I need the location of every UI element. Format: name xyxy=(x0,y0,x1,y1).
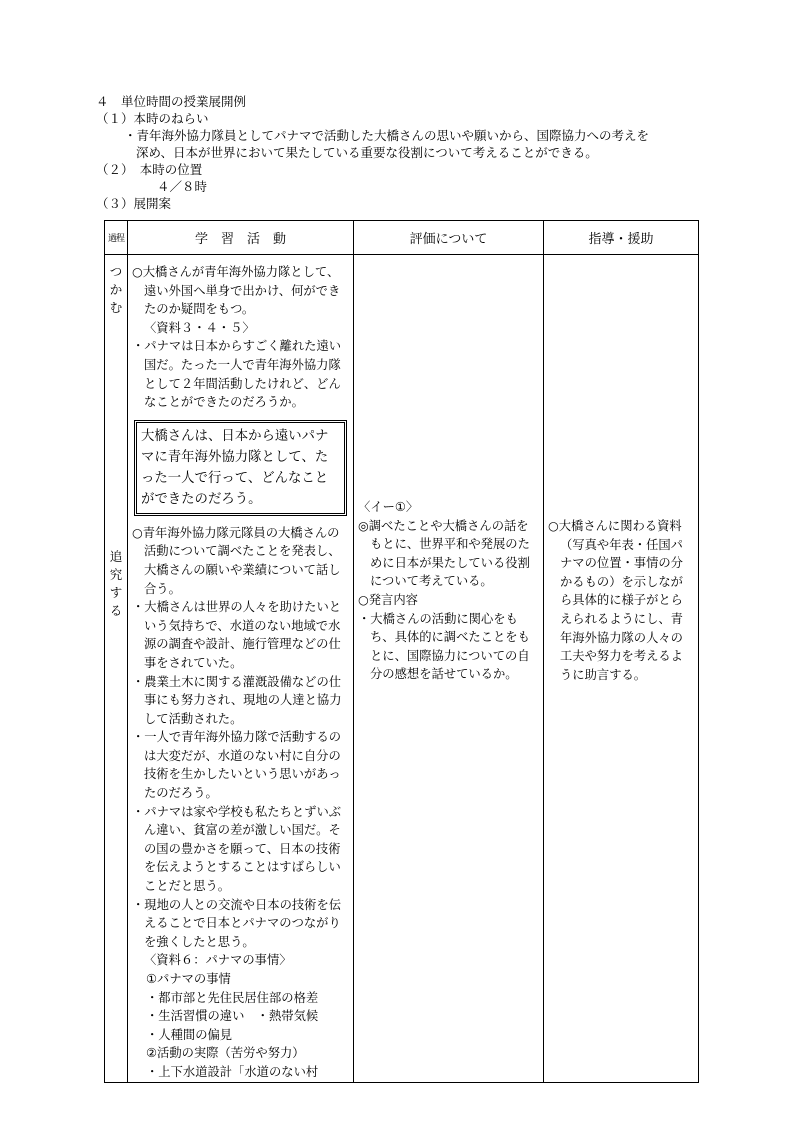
grasp-main-activity: ○大橋さんが青年海外協力隊として、遠い外国へ単身で出かけ、何ができたのか疑問をもつ。 xyxy=(132,265,341,317)
pursue-main-activity: ○青年海外協力隊元隊員の大橋さんの活動について調べたことを発表し、大橋さんの願いや業績について話し合う。 xyxy=(132,525,341,596)
material-6: 〈資料６：パナマの事情〉 xyxy=(144,953,292,968)
aim-text-line-1: ・青年海外協力隊員としてパナマで活動した大橋さんの思いや願いから、国際協力への考えを xyxy=(124,128,650,143)
evaluation-method: ○発言内容 xyxy=(358,592,418,607)
thought-item: ・一人で青年海外協力隊で活動するのは大変だが、水道のない村に自分の技術を生かしたいという思いがあったのだろう。 xyxy=(132,730,342,801)
aim-heading: （１）本時のねらい xyxy=(96,111,209,126)
activity-item: ・上下水道設計「水道のない村 xyxy=(146,1064,319,1079)
thought-item: ・パナマは家や学校も私たちとずいぶん違い、貧富の差が激しい国だ。その国の豊かさを願って、日本の技術を伝えようとすることはすばらしいことだと思う。 xyxy=(132,804,342,894)
stage-pursue: 追 究 す る xyxy=(109,549,123,618)
header-guidance: 指導・援助 xyxy=(544,221,699,255)
grasp-material: 〈資料３・４・５〉 xyxy=(144,320,255,335)
lesson-plan-table xyxy=(104,220,699,1083)
header-stage: 過程 xyxy=(105,221,128,255)
stage-cell xyxy=(105,255,128,1083)
evaluation-cell xyxy=(354,255,544,1083)
question-box: 大橋さんは、日本から遠いパナマに青年海外協力隊として、たった一人で行って、どんなことができたのだろう。 xyxy=(134,420,347,516)
grasp-thought: ・パナマは日本からすごく離れた遠い国だ。たった一人で青年海外協力隊として２年間活動したけれど、どんなことができたのだろうか。 xyxy=(132,339,342,410)
header-evaluation: 評価について xyxy=(354,221,544,255)
panama-item: ・生活習慣の違い ・熱帯気候 xyxy=(146,1009,319,1024)
evaluation-label: 〈イー①〉 xyxy=(358,500,419,514)
table-body-row xyxy=(105,255,699,1083)
activity-heading: ②活動の実際（苦労や努力） xyxy=(146,1046,305,1061)
thought-item: ・農業土木に関する灌漑設備などの仕事にも努力され、現地の人達と協力して活動された。 xyxy=(132,674,342,726)
thought-item: ・大橋さんは世界の人々を助けたいという気持ちで、水道のない地域で水源の調査や設計、施行管理などの仕事をされていた。 xyxy=(132,600,342,670)
evaluation-criterion: ◎調べたことや大橋さんの話をもとに、世界平和や発展のために日本が果たしている役割について考えている。 xyxy=(358,518,530,589)
panama-item: ・人種間の偏見 xyxy=(146,1027,233,1042)
panama-heading: ①パナマの事情 xyxy=(146,972,231,986)
position-value: ４／８時 xyxy=(157,179,208,194)
position-heading: （２） 本時の位置 xyxy=(96,162,203,177)
header-activity: 学 習 活 動 xyxy=(128,221,354,255)
guidance-cell xyxy=(544,255,699,1083)
table-header-row xyxy=(105,221,699,255)
panama-item: ・都市部と先住民居住部の格差 xyxy=(146,990,319,1005)
aim-text-line-2: 深め、日本が世界において果たしている重要な役割について考えることができる。 xyxy=(136,145,598,160)
section-title: ４ 単位時間の授業展開例 xyxy=(96,94,247,109)
guidance-text: ○大橋さんに関わる資料（写真や年表・任国パナマの位置・事情の分かるもの）を示しながら具体的に様子がとらえられるようにし、青年海外協力隊の人々の工夫や努力を考えるように助言する。 xyxy=(548,519,683,682)
evaluation-detail: ・大橋さんの活動に関心をもち、具体的に調べたことをもとに、国際協力についての自分の感想を話せているか。 xyxy=(358,611,530,682)
thought-item: ・現地の人との交流や日本の技術を伝えることで日本とパナマのつながりを強くしたと思う。 xyxy=(132,897,342,949)
stage-grasp: つ か む xyxy=(109,264,123,315)
activity-cell xyxy=(128,255,354,1083)
plan-heading: （３）展開案 xyxy=(96,196,172,211)
